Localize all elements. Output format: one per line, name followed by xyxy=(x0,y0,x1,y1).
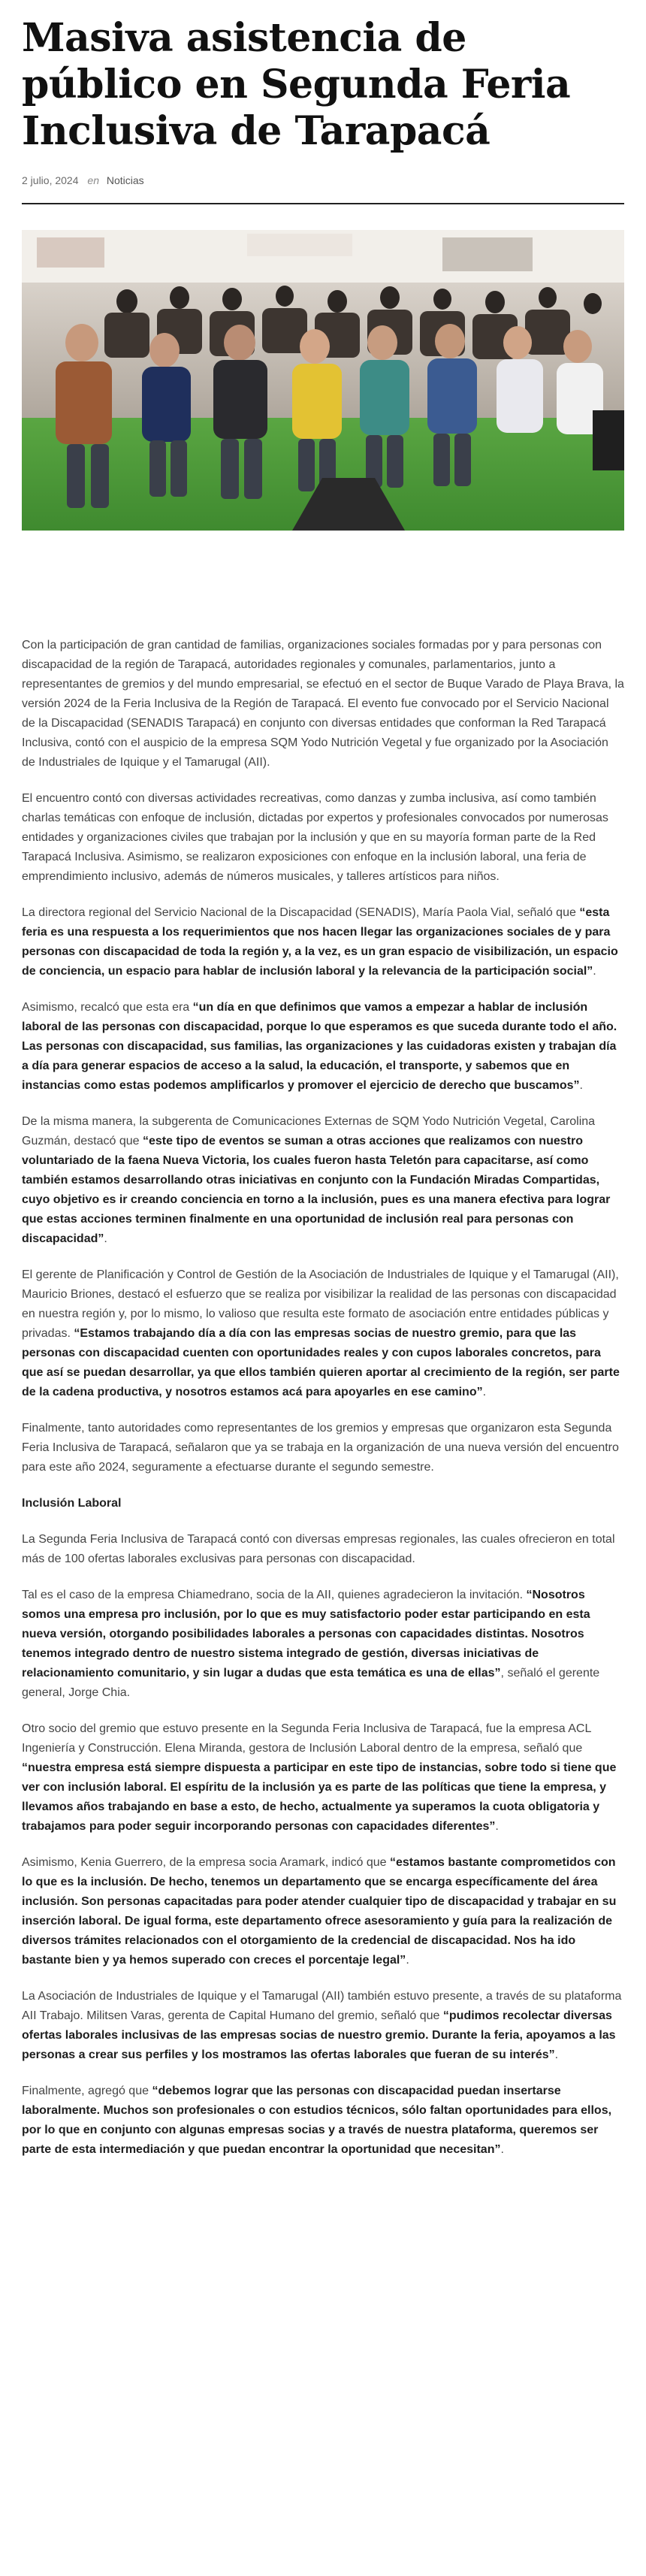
paragraph-6 xyxy=(22,1265,624,1402)
paragraph-12-text: La Asociación de Industriales de Iquique y el Tamarugal (AII) también estuvo presente, a través de su plataforma AII Trabajo. Militsen Varas, gerenta de Capital Humano del gremio, señaló que xyxy=(22,1990,622,2022)
paragraph-4-text: Asimismo, recalcó que esta era xyxy=(22,1001,193,1014)
paragraph-11 xyxy=(22,1853,624,1970)
paragraph-12-end: . xyxy=(554,2048,559,2061)
quote-inclusion-laboral: “un día en que definimos que vamos a empezar a hablar de inclusión laboral de las personas con discapacidad, porque lo que esperamos es que suceda durante todo el año. Las personas con discapacidad, sus familias, las organizaciones y las cuidadoras existen y trabajan día a día para generar espacios de acceso a la salud, la educación, el transporte, y sabemos que en instancias como estas podemos amplificarlos y promover el ejercicio de derecho que buscamos” xyxy=(22,1001,617,1092)
paragraph-10 xyxy=(22,1719,624,1837)
paragraph-8: La Segunda Feria Inclusiva de Tarapacá contó con diversas empresas regionales, las cuales ofrecieron en total más de 100 ofertas laborales exclusivas para personas con discapacidad. xyxy=(22,1533,615,1565)
meta-in-word: en xyxy=(87,174,99,186)
paragraph-7: Finalmente, tanto autoridades como representantes de los gremios y empresas que organizaron esta Segunda Feria Inclusiva de Tarapacá, señalaron que ya se trabaja en la organización de una nueva versión del encuentro para este año 2024, seguramente a efectuarse durante el segundo semestre. xyxy=(22,1422,619,1474)
paragraph-13 xyxy=(22,2082,624,2160)
article-title: Masiva asistencia de público en Segunda Feria Inclusiva de Tarapacá xyxy=(22,15,571,154)
paragraph-3 xyxy=(22,903,624,981)
paragraph-6-end: . xyxy=(482,1386,487,1398)
quote-sqm: “este tipo de eventos se suman a otras acciones que realizamos con nuestro voluntariado de la faena Nueva Victoria, los cuales fueron hasta Teletón para capacitarse, así como también estamos desarrollando otras iniciativas en conjunto con la Fundación Miradas Compartidas, cuyo objetivo es ir creando conciencia en torno a la inclusión, pues es una manera efectiva para lograr que estas acciones terminen finalmente en una oportunidad de inclusión real para personas con discapacidad” xyxy=(22,1135,611,1245)
paragraph-2: El encuentro contó con diversas actividades recreativas, como danzas y zumba inclusiva, así como también charlas temáticas con enfoque de inclusión, dictadas por expertos y profesionales convocados por numerosas entidades y organizaciones civiles que trabajan por la inclusión y que en su mayoría forman parte de la Red Tarapacá Inclusiva. Asimismo, se realizaron exposiciones con enfoque en la inclusión laboral, una feria de emprendimiento inclusivo, además de números musicales, y talleres artísticos para niños. xyxy=(22,792,608,883)
paragraph-4-end: . xyxy=(579,1079,583,1092)
paragraph-10-end: . xyxy=(495,1820,499,1833)
quote-aii: “Estamos trabajando día a día con las empresas socias de nuestro gremio, para que las personas con discapacidad cuenten con oportunidades reales y con cupos laborales concretos, para que así se puedan desarrollar, ya que ellos también quieren aportar al crecimiento de la región, ser parte de la cadena productiva, y nosotros estamos acá para apoyarles en ese camino” xyxy=(22,1327,620,1398)
paragraph-9-text: Tal es el caso de la empresa Chiamedrano, socia de la AII, quienes agradecieron la invitación. xyxy=(22,1589,527,1601)
paragraph-13-end: . xyxy=(500,2143,504,2156)
paragraph-5 xyxy=(22,1112,624,1249)
paragraph-4 xyxy=(22,998,624,1096)
quote-acl: “nuestra empresa está siempre dispuesta a participar en este tipo de instancias, sobre todo si tiene que ver con inclusión laboral. El espíritu de la inclusión ya es parte de las políticas que tiene la empresa, y llevamos años trabajando en base a esto, de hecho, actualmente ya superamos la cuota obligatoria y trabajamos para poder seguir incorporando personas con capacidades diferentes” xyxy=(22,1761,617,1833)
paragraph-5-text: De la misma manera, la subgerenta de Comunicaciones Externas de SQM Yodo Nutrición Vegetal, Carolina Guzmán, destacó que xyxy=(22,1115,596,1147)
section-heading: Inclusión Laboral xyxy=(22,1497,122,1510)
paragraph-6-text: El gerente de Planificación y Control de Gestión de la Asociación de Industriales de Iquique y el Tamarugal (AII), Mauricio Briones, destacó el esfuerzo que se realiza por visibilizar la realidad de las personas con discapacidad en nuestra región y, por lo mismo, lo valioso que resulta este formato de asociación entre entidades públicas y privadas. xyxy=(22,1268,619,1340)
post-container xyxy=(22,15,624,2160)
paragraph-5-end: . xyxy=(104,1232,107,1245)
paragraph-9 xyxy=(22,1586,624,1703)
paragraph-11-end: . xyxy=(406,1954,409,1967)
paragraph-1: Con la participación de gran cantidad de familias, organizaciones sociales formadas por y para personas con discapacidad de la región de Tarapacá, autoridades regionales y comunales, parlamentarios, junto a representantes de gremios y del mundo empresarial, se efectuó en el sector de Buque Varado de Playa Brava, la versión 2024 de la Feria Inclusiva de la Región de Tarapacá. El evento fue convocado por el Servicio Nacional de la Discapacidad (SENADIS Tarapacá) en conjunto con diversas entidades que conforman la Red Tarapacá Inclusiva, contó con el auspicio de la empresa SQM Yodo Nutrición Vegetal y fue organizado por la Asociación de Industriales de Iquique y el Tamarugal (AII). xyxy=(22,639,624,769)
paragraph-10-text: Otro socio del gremio que estuvo presente en la Segunda Feria Inclusiva de Tarapacá, fue la empresa ACL Ingeniería y Construcción. Elena Miranda, gestora de Inclusión Laboral dentro de la empresa, señaló que xyxy=(22,1722,591,1755)
event-audience-photo-icon xyxy=(22,230,624,531)
quote-aii-trabajo: “pudimos recolectar diversas ofertas laborales inclusivas de las empresas socias de nuestro gremio. Durante la feria, apoyamos a las personas a crear sus perfiles y los mostramos las ofertas laborales que fueran de su interés” xyxy=(22,2009,616,2061)
paragraph-11-text: Asimismo, Kenia Guerrero, de la empresa socia Aramark, indicó que xyxy=(22,1856,390,1869)
paragraph-9-end: , señaló el gerente general, Jorge Chia. xyxy=(22,1667,600,1699)
category-link[interactable]: Noticias xyxy=(106,174,144,186)
article-body xyxy=(22,636,624,2160)
quote-aramark: “estamos bastante comprometidos con lo que es la inclusión. De hecho, tenemos un departamento que se encarga específicamente del área inclusión. Son personas capacitadas para poder atender cualquier tipo de discapacidad y trabajar en su inserción laboral. De igual forma, este departamento ofrece asesoramiento y guía para la realización de diversos trámites relacionados con el otorgamiento de la credencial de discapacidad. Nos ha ido bastante bien y ya hemos superado con creces el porcentaje legal” xyxy=(22,1856,617,1967)
quote-final: “debemos lograr que las personas con discapacidad puedan insertarse laboralmente. Muchos son profesionales o con estudios técnicos, sólo faltan oportunidades para ellos, por lo que en conjunto con algunas empresas socias y a través de nuestra plataforma, queremos ser parte de esta intermediación y que puedan encontrar la oportunidad que necesitan” xyxy=(22,2085,612,2156)
post-date: 2 julio, 2024 xyxy=(22,174,79,186)
quote-chiamedrano: “Nosotros somos una empresa pro inclusión, por lo que es muy satisfactorio poder estar participando en esta nueva versión, otorgando posibilidades laborales a personas con capacidades distintas. Nosotros tenemos integrado dentro de nuestro sistema integrado de gestión, diversas iniciativas de relacionamiento comunitario, y sin lugar a dudas que esta temática es una de ellas” xyxy=(22,1589,590,1680)
paragraph-3-text: La directora regional del Servicio Nacional de la Discapacidad (SENADIS), María Paola Vial, señaló que xyxy=(22,906,580,919)
paragraph-13-text: Finalmente, agregó que xyxy=(22,2085,152,2097)
paragraph-12 xyxy=(22,1987,624,2065)
title-divider xyxy=(22,203,624,204)
quote-senadis: “esta feria es una respuesta a los requerimientos que nos hacen llegar las organizaciones sociales de y para personas con discapacidad de toda la región y, a la vez, es un gran espacio de visibilización, un espacio de conciencia, un espacio para hablar de inclusión laboral y la relevancia de la participación social” xyxy=(22,906,618,978)
paragraph-3-end: . xyxy=(593,965,596,978)
event-photo xyxy=(22,230,624,531)
post-meta xyxy=(22,174,624,186)
